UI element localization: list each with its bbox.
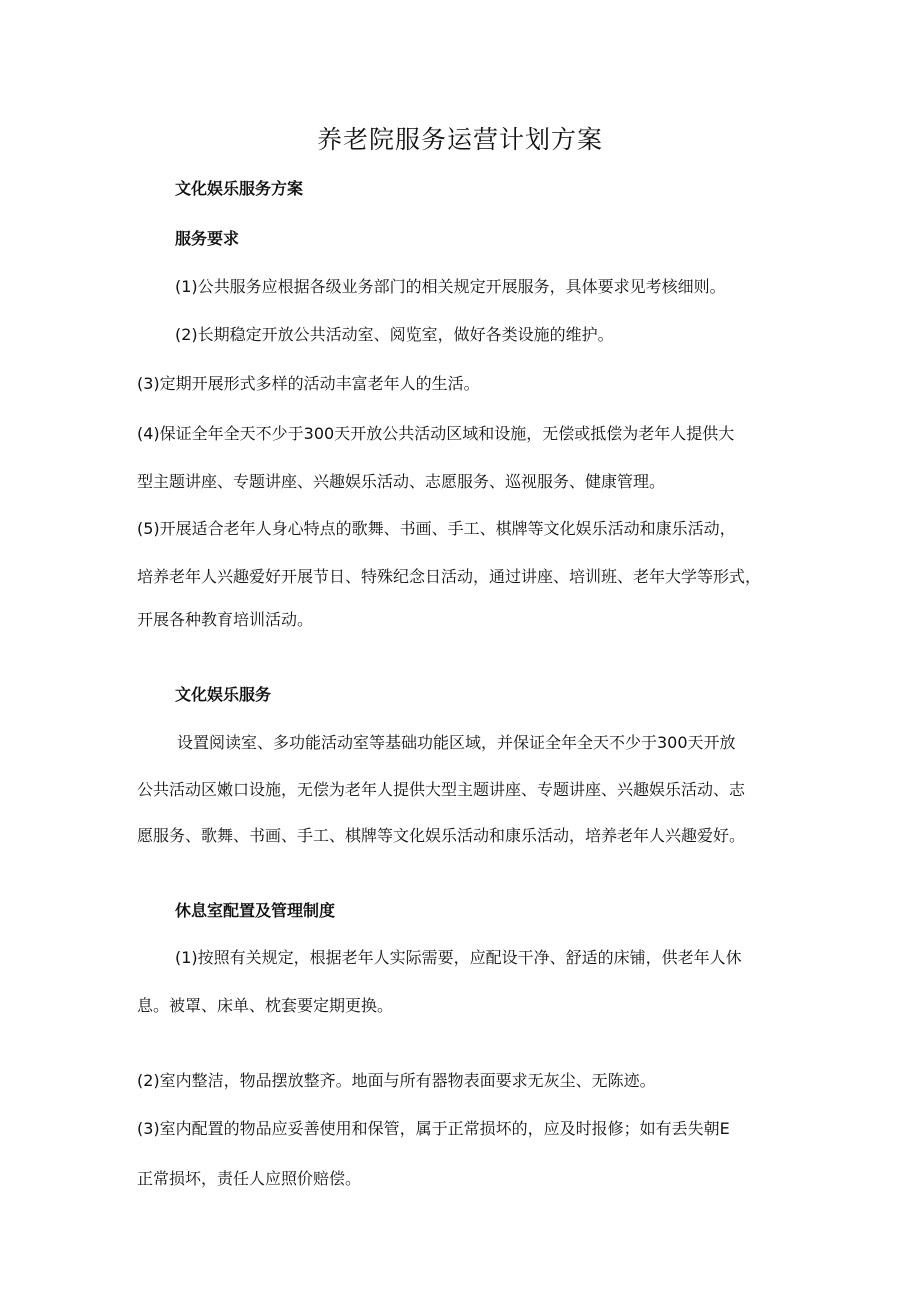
subheading-service-requirements: 服务要求	[175, 229, 240, 248]
rest-room-item-1-line-2: 息。被罩、床单、枕套要定期更换。	[137, 996, 394, 1015]
requirement-item-1: (1)公共服务应根据各级业务部门的相关规定开展服务，具体要求见考核细则。	[175, 277, 726, 296]
rest-room-item-1-line-1: (1)按照有关规定，根据老年人实际需要，应配设干净、舒适的床铺，供老年人休	[175, 948, 742, 967]
document-title: 养老院服务运营计划方案	[316, 125, 603, 154]
requirement-item-5-line-3: 开展各种教育培训活动。	[137, 610, 314, 629]
requirement-item-5-line-1: (5)开展适合老年人身心特点的歌舞、书画、手工、棋牌等文化娱乐活动和康乐活动，	[137, 519, 736, 538]
requirement-item-5-line-2: 培养老年人兴趣爱好开展节日、特殊纪念日活动，通过讲座、培训班、老年大学等形式，	[137, 567, 762, 586]
culture-service-paragraph-line-1: 设置阅读室、多功能活动室等基础功能区域，并保证全年全天不少于300天开放	[177, 733, 736, 752]
rest-room-item-3-line-2: 正常损坏，责任人应照价赔偿。	[137, 1169, 362, 1188]
requirement-item-2: (2)长期稳定开放公共活动室、阅览室，做好各类设施的维护。	[175, 325, 614, 344]
requirement-item-4-line-1: (4)保证全年全天不少于300天开放公共活动区域和设施，无偿或抵偿为老年人提供大	[137, 424, 735, 443]
culture-service-paragraph-line-2: 公共活动区嫩口设施，无偿为老年人提供大型主题讲座、专题讲座、兴趣娱乐活动、志	[137, 780, 746, 799]
section-heading-culture-service: 文化娱乐服务	[175, 685, 272, 704]
rest-room-item-2: (2)室内整洁，物品摆放整齐。地面与所有器物表面要求无灰尘、无陈迹。	[137, 1071, 656, 1090]
culture-service-paragraph-line-3: 愿服务、歌舞、书画、手工、棋牌等文化娱乐活动和康乐活动，培养老年人兴趣爱好。	[137, 826, 746, 845]
requirement-item-4-line-2: 型主题讲座、专题讲座、兴趣娱乐活动、志愿服务、巡视服务、健康管理。	[137, 472, 666, 491]
section-heading-culture-plan: 文化娱乐服务方案	[175, 179, 304, 198]
section-heading-rest-room: 休息室配置及管理制度	[175, 901, 336, 920]
requirement-item-3: (3)定期开展形式多样的活动丰富老年人的生活。	[137, 374, 480, 393]
rest-room-item-3-line-1: (3)室内配置的物品应妥善使用和保管，属于正常损坏的，应及时报修；如有丢失朝E	[137, 1119, 730, 1138]
